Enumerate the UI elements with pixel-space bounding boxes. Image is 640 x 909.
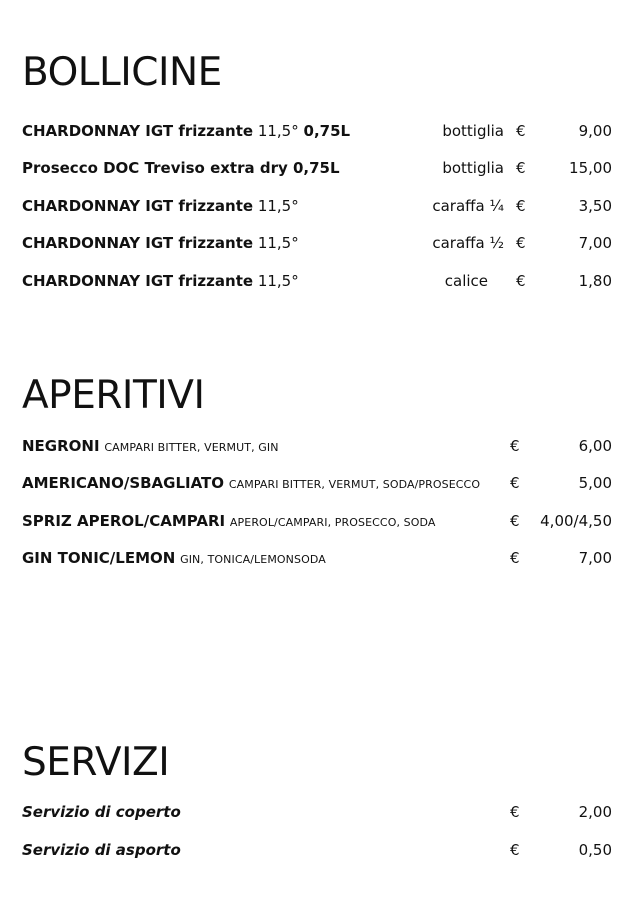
item-price: 5,00 — [578, 474, 612, 492]
section-title-servizi: SERVIZI — [22, 740, 170, 785]
currency-symbol: € — [510, 803, 520, 821]
item-price: 4,00/4,50 — [540, 512, 612, 530]
item-ingredients: CAMPARI BITTER, VERMUT, GIN — [104, 441, 279, 454]
item-name: GIN TONIC/LEMON GIN, TONICA/LEMONSODA — [22, 549, 326, 567]
currency-symbol: € — [516, 122, 526, 140]
item-price: 6,00 — [578, 437, 612, 455]
currency-symbol: € — [510, 841, 520, 859]
item-name: SPRIZ APEROL/CAMPARI APEROL/CAMPARI, PROSECCO, SODA — [22, 512, 436, 530]
menu-item — [22, 119, 612, 143]
item-name: Prosecco DOC Treviso extra dry 0,75L — [22, 159, 340, 177]
currency-symbol: € — [510, 512, 520, 530]
item-unit: bottiglia — [442, 122, 504, 140]
item-name: AMERICANO/SBAGLIATO CAMPARI BITTER, VERMUT, SODA/PROSECCO — [22, 474, 481, 492]
section-title-aperitivi: APERITIVI — [22, 373, 205, 418]
item-ingredients: GIN, TONICA/LEMONSODA — [180, 553, 326, 566]
item-name: Servizio di coperto — [22, 803, 181, 821]
currency-symbol: € — [516, 197, 526, 215]
menu-item — [22, 509, 612, 533]
menu-item — [22, 269, 612, 293]
item-name: CHARDONNAY IGT frizzante 11,5° — [22, 234, 299, 252]
item-unit: caraffa ¼ — [432, 197, 504, 215]
menu-item — [22, 156, 612, 180]
item-name: Servizio di asporto — [22, 841, 181, 859]
item-price: 2,00 — [578, 803, 612, 821]
item-name: CHARDONNAY IGT frizzante 11,5° — [22, 272, 299, 290]
item-name: CHARDONNAY IGT frizzante 11,5° — [22, 197, 299, 215]
menu-item — [22, 194, 612, 218]
menu-item — [22, 800, 612, 824]
item-price: 3,50 — [578, 197, 612, 215]
item-price: 9,00 — [578, 122, 612, 140]
section-title-bollicine: BOLLICINE — [22, 50, 222, 95]
menu-item — [22, 546, 612, 570]
menu-item — [22, 231, 612, 255]
item-price: 0,50 — [578, 841, 612, 859]
item-unit: caraffa ½ — [432, 234, 504, 252]
menu-item — [22, 434, 612, 458]
item-ingredients: APEROL/CAMPARI, PROSECCO, SODA — [229, 516, 436, 529]
item-price: 7,00 — [578, 234, 612, 252]
item-price: 1,80 — [578, 272, 612, 290]
item-price: 7,00 — [578, 549, 612, 567]
item-unit: bottiglia — [442, 159, 504, 177]
item-name: NEGRONI CAMPARI BITTER, VERMUT, GIN — [22, 437, 279, 455]
item-name: CHARDONNAY IGT frizzante 11,5° 0,75L — [22, 122, 351, 140]
item-unit: calice — [444, 272, 488, 290]
currency-symbol: € — [510, 437, 520, 455]
item-price: 15,00 — [569, 159, 612, 177]
currency-symbol: € — [510, 549, 520, 567]
menu-item — [22, 838, 612, 862]
item-ingredients: CAMPARI BITTER, VERMUT, SODA/PROSECCO — [228, 478, 481, 491]
currency-symbol: € — [516, 159, 526, 177]
currency-symbol: € — [516, 234, 526, 252]
menu-item — [22, 471, 612, 495]
currency-symbol: € — [516, 272, 526, 290]
currency-symbol: € — [510, 474, 520, 492]
